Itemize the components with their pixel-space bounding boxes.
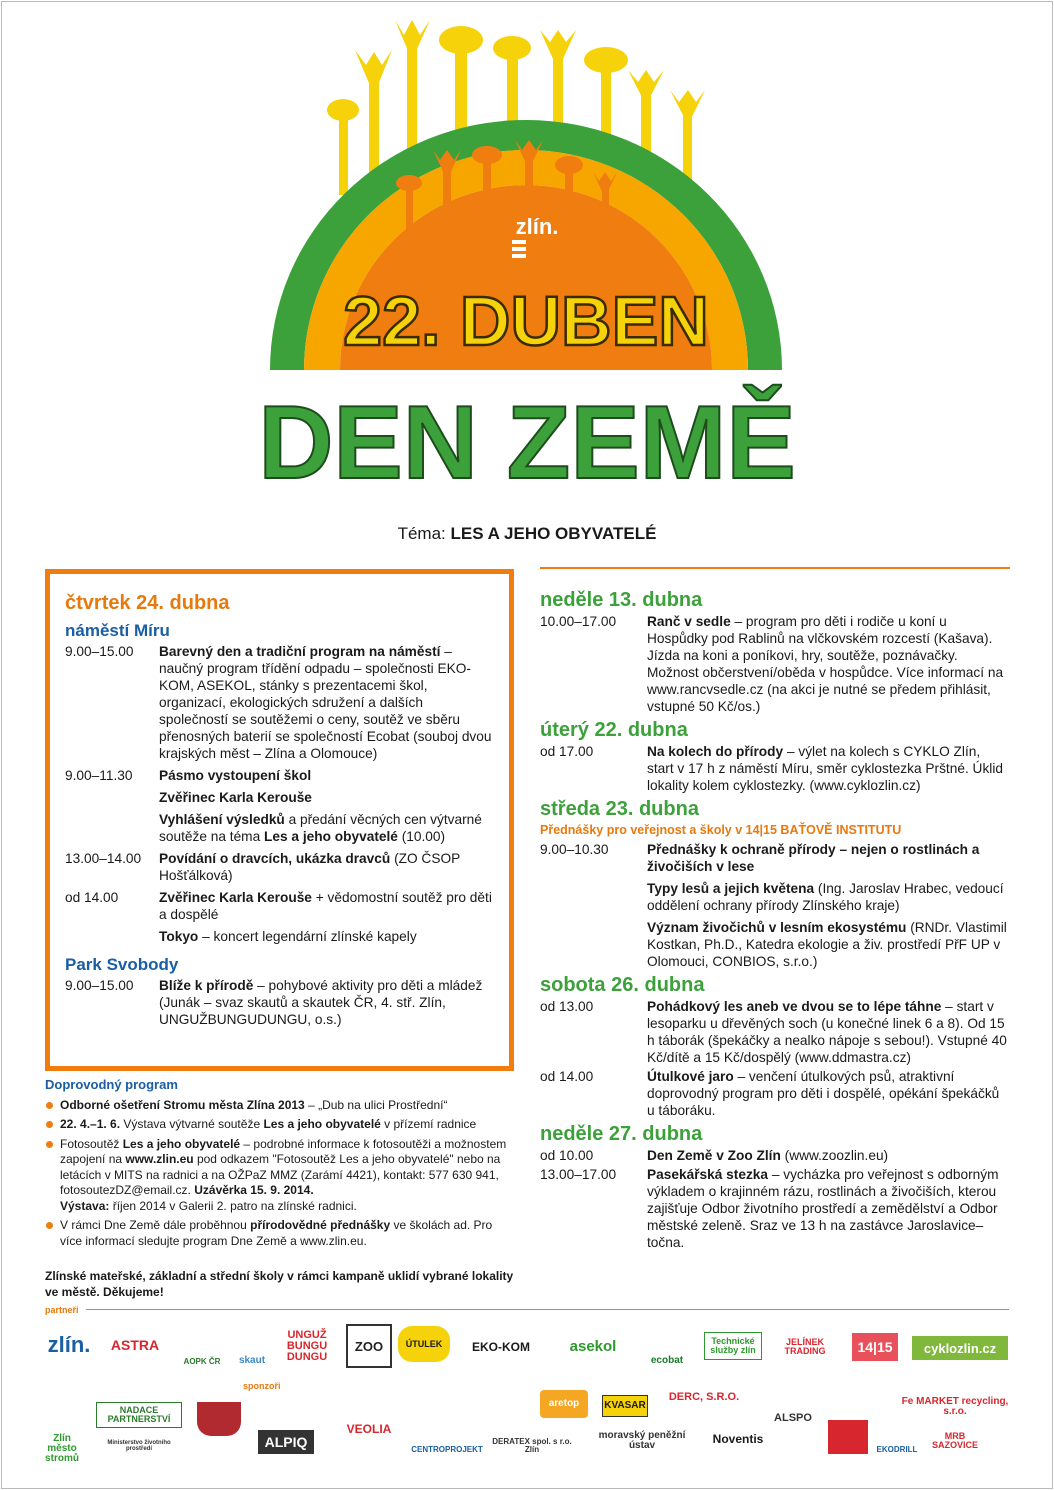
partner-logo: zlín.	[47, 1332, 91, 1357]
program-description	[647, 998, 1010, 1066]
day-heading: sobota 26. dubna	[540, 974, 705, 996]
program-row	[65, 889, 495, 945]
accompanying-program	[45, 1077, 515, 1300]
program-description	[647, 1147, 1010, 1164]
day-heading: středa 23. dubna	[540, 798, 699, 820]
program-row	[65, 767, 495, 845]
program-item: Význam živočichů v lesním ekosystému (RNDr. Vlastimil Kostkan, Ph.D., Katedra ekologie a živ. prostředí PřF UP v Olomouci, CONBIOS, s.r.o.)	[647, 920, 1007, 969]
program-time: od 14.00	[65, 890, 119, 905]
program-description	[647, 1166, 1010, 1251]
divider	[86, 1309, 1009, 1310]
program-description	[159, 850, 495, 884]
partner-logo: JELÍNEK TRADING	[784, 1337, 826, 1356]
program-time: od 10.00	[540, 1148, 594, 1163]
partner-logo: EKO-KOM	[472, 1340, 530, 1354]
partner-logo: 14|15	[852, 1333, 898, 1361]
other-days-program	[540, 567, 1010, 1253]
program-description	[647, 1068, 1010, 1119]
program-list	[540, 743, 1010, 794]
sponsor-logo: aretop	[540, 1390, 588, 1418]
main-title: DEN ZEMĚ	[258, 385, 796, 500]
program-item: Den Země v Zoo Zlín (www.zoozlin.eu)	[647, 1148, 889, 1163]
program-description	[159, 977, 495, 1028]
partner-logo: ecobat	[650, 1355, 684, 1366]
program-item: Na kolech do přírody – výlet na kolech s CYKLO Zlín, start v 17 h z náměstí Míru, směr cyklostezka Prštné. Úklid lokality kolem cyklostezky. (www.cyklozlin.cz)	[647, 744, 1003, 793]
place-heading: náměstí Míru	[65, 621, 170, 640]
program-time: od 13.00	[540, 999, 594, 1014]
program-time: 13.00–14.00	[65, 851, 142, 866]
sponsor-logo: NADACE PARTNERSTVÍ	[96, 1402, 182, 1428]
sponsor-logo: moravský peněžní ústav	[598, 1430, 686, 1451]
program-row	[540, 1068, 1010, 1119]
program-row	[540, 613, 1010, 715]
program-row	[540, 841, 1010, 970]
program-time: 9.00–10.30	[540, 842, 609, 857]
thursday-program-box	[45, 569, 514, 1071]
sponsor-logo: ALPIQ	[258, 1430, 314, 1454]
program-item: Útulkové jaro – venčení útulkových psů, atraktivní doprovodný program pro děti i dospělé, opékání špekáčků u táboráku.	[647, 1069, 1000, 1118]
sponsor-logo: Zlín město stromů	[45, 1433, 79, 1464]
program-item: Pasekářská stezka – vycházka pro veřejnost s odborným výkladem o krajinném rázu, rostlinách a živočiších, kterou zajišťuje Odbor životního prostředí a zemědělství a Odbor městské zeleně. Sraz ve 13 h na zastávce Jaroslavice–točna.	[647, 1167, 999, 1250]
program-item: Pásmo vystoupení škol	[159, 768, 312, 783]
program-row	[540, 1166, 1010, 1251]
program-time: 10.00–17.00	[540, 614, 617, 629]
day-heading: neděle 13. dubna	[540, 589, 703, 611]
program-time: od 17.00	[540, 744, 594, 759]
program-item: Vyhlášení výsledků a předání věcných cen výtvarné soutěže na téma Les a jeho obyvatelé (10.00)	[159, 812, 482, 844]
list-item: V rámci Dne Země dále proběhnou přírodovědné přednášky ve školách ad. Pro více informací sledujte program Dne Země a www.zlin.eu.	[45, 1218, 515, 1249]
place-heading: Park Svobody	[65, 955, 179, 974]
program-row	[540, 1147, 1010, 1164]
program-item: Pohádkový les aneb ve dvou se to lépe táhne – start v lesoparku u dřevěných soch (u konečné linek 6 a 8). Od 15 h táborák (špekáčky a nealko nápoje s sebou!). Vstupné 40 Kč/dítě a 15 Kč/dospělý (www.ddmastra.cz)	[647, 999, 1007, 1065]
sponsor-logo: ALSPO	[774, 1412, 812, 1424]
partner-logo: Technické služby zlín	[704, 1332, 762, 1360]
sponsor-logo: VEOLIA	[346, 1422, 392, 1436]
theme-value: LES A JEHO OBYVATELÉ	[450, 524, 657, 543]
program-time: 9.00–15.00	[65, 644, 134, 659]
program-description	[159, 889, 495, 945]
program-list	[540, 1147, 1010, 1251]
accompanying-heading: Doprovodný program	[45, 1077, 178, 1092]
partner-logo: asekol	[569, 1337, 617, 1355]
program-list	[65, 977, 495, 1028]
program-item: Typy lesů a jejich květena (Ing. Jaroslav Hrabec, vedoucí oddělení ochrany přírody Zlínského kraje)	[647, 881, 1004, 913]
sponsor-logo: KVASAR	[602, 1395, 648, 1417]
list-item: Fotosoutěž Les a jeho obyvatelé – podrobné informace k fotosoutěži a možnostem zapojení na www.zlin.eu pod odkazem "Fotosoutěž Les a jeho obyvatelé" nebo na letácích v MITS na radnici a na OŽPaZ MMZ (Zarámí 4421), kontakt: 577 630 941, fotosoutezDZ@email.cz. Uzávěrka 15. 9. 2014. Výstava: říjen 2014 v Galerii 2. patro na zlínské radnici.	[45, 1137, 515, 1215]
program-row	[65, 850, 495, 884]
program-item: Zvěřinec Karla Kerouše + vědomostní soutěž pro děti a dospělé	[159, 890, 492, 922]
sponsor-logo: Fe MARKET recycling, s.r.o.	[901, 1396, 1009, 1417]
sponsor-logo: MRB SAZOVICE	[932, 1431, 979, 1450]
theme-label: Téma:	[397, 524, 446, 543]
hero-graphic	[0, 0, 1054, 500]
list-item: Odborné ošetření Stromu města Zlína 2013 – „Dub na ulici Prostřední“	[45, 1098, 515, 1114]
day-heading: čtvrtek 24. dubna	[65, 592, 230, 614]
partner-logo: skaut	[238, 1355, 266, 1366]
program-item: Povídání o dravcích, ukázka dravců (ZO ČSOP Hošťálková)	[159, 851, 460, 883]
program-time: 9.00–15.00	[65, 978, 134, 993]
program-row	[540, 743, 1010, 794]
program-description	[647, 743, 1010, 794]
coat-of-arms-icon	[197, 1402, 241, 1436]
program-description	[159, 643, 495, 762]
sponsor-logo: Noventis	[712, 1432, 764, 1446]
program-list	[540, 613, 1010, 715]
program-row	[540, 998, 1010, 1066]
zlin-logo-text: zlín.	[515, 214, 559, 239]
theme-line	[0, 524, 1054, 544]
sponsor-mark-icon	[828, 1420, 868, 1454]
program-list	[65, 643, 495, 945]
program-description	[647, 613, 1010, 715]
program-time: 9.00–11.30	[65, 768, 133, 783]
sponsor-logo: DERATEX spol. s r.o. Zlín	[492, 1437, 572, 1454]
day-subheading: Přednášky pro veřejnost a školy v 14|15 BAŤOVĚ INSTITUTU	[540, 823, 902, 837]
partners-label: partneři	[45, 1305, 83, 1315]
partner-logo: UNGUŽ BUNGU DUNGU	[286, 1328, 328, 1363]
sponsor-logo: DERC, S.R.O.	[668, 1391, 740, 1403]
list-item: 22. 4.–1. 6. Výstava výtvarné soutěže Les a jeho obyvatelé v přízemí radnice	[45, 1117, 515, 1133]
day-heading: neděle 27. dubna	[540, 1123, 703, 1145]
sponsors-label: sponzoři	[243, 1381, 281, 1391]
sponsor-logo: EKODRILL	[876, 1445, 918, 1454]
program-time: 13.00–17.00	[540, 1167, 617, 1182]
partner-logo: ZOO	[346, 1324, 392, 1368]
sponsor-logo: Ministerstvo životního prostředí	[107, 1440, 171, 1452]
program-row	[65, 977, 495, 1028]
day-heading: úterý 22. dubna	[540, 719, 688, 741]
program-item: Přednášky k ochraně přírody – nejen o rostlinách a živočiších v lese	[647, 842, 980, 874]
program-item: Zvěřinec Karla Kerouše	[159, 790, 312, 805]
partner-logo: AOPK ČR	[183, 1357, 221, 1366]
program-item: Barevný den a tradiční program na náměstí – naučný program třídění odpadu – společnosti EKO-KOM, ASEKOL, stánky s prezentacemi škol, organizací, ekologických sdružení a dalších společností se soutěžemi o ceny, soutěž ve sběru přenosných baterií se společností Ecobat (souboj dvou krajských měst – Zlína a Olomouce)	[159, 644, 492, 761]
program-time: od 14.00	[540, 1069, 594, 1084]
program-item: Ranč v sedle – program pro děti i rodiče u koní u Hospůdky pod Rablinů na vlčkovském rozcestí (Kašava). Jízda na koni a poníkovi, hry, soutěže, poznávačky. Možnost občerstvení/oběda v hospůdce. Více informací na www.rancvsedle.cz (na akci je nutné se předem přihlásit, vstupné 50 Kč/os.)	[647, 614, 1004, 714]
program-list	[540, 841, 1010, 970]
program-description	[159, 767, 495, 845]
partner-logo: cyklozlin.cz	[912, 1336, 1008, 1360]
program-item: Blíže k přírodě – pohybové aktivity pro děti a mládež (Junák – svaz skautů a skautek ČR, 4. stř. Zlín, UNGUŽBUNGUDUNGU, o.s.)	[159, 978, 483, 1027]
program-list	[540, 998, 1010, 1119]
program-description	[647, 841, 1010, 970]
program-row	[65, 643, 495, 762]
date-title: 22. DUBEN	[343, 282, 709, 360]
program-item: Tokyo – koncert legendární zlínské kapely	[159, 929, 417, 944]
partner-logo: ÚTULEK	[398, 1326, 450, 1362]
closing-note: Zlínské mateřské, základní a střední školy v rámci kampaně uklidí vybrané lokality ve městě. Děkujeme!	[45, 1269, 514, 1299]
partner-logo: ASTRA	[110, 1337, 160, 1353]
sponsor-logo: CENTROPROJEKT	[411, 1445, 483, 1454]
